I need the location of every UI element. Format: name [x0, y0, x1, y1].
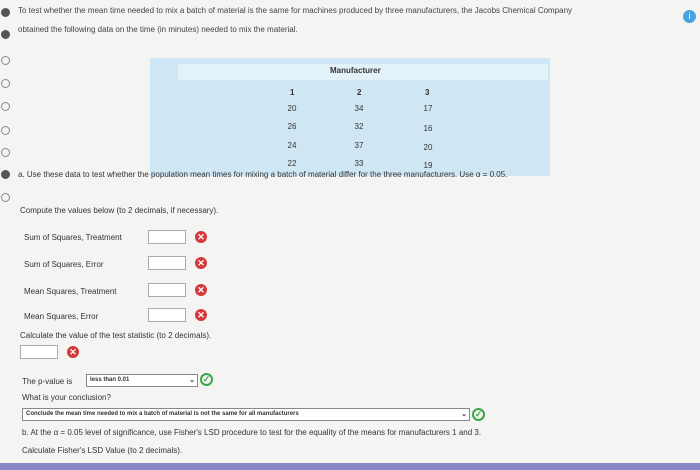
info-icon[interactable]: i	[683, 10, 696, 23]
conclusion-selected: Conclude the mean time needed to mix a batch of material is not the same for all manufacturers	[26, 411, 299, 417]
table-cell: 20	[287, 104, 297, 113]
x-circle-icon: ✕	[195, 284, 207, 296]
ms-treatment-input[interactable]	[148, 283, 186, 297]
table-cell: 34	[354, 104, 364, 113]
table-cell: 37	[354, 141, 364, 150]
part-b-prompt: b. At the α = 0.05 level of significance, use Fisher's LSD procedure to test for the equality of the means for manufacturers 1 and 3.	[22, 428, 482, 437]
column-header: 3	[425, 88, 430, 97]
bottom-toolbar	[0, 463, 700, 470]
table-cell: 33	[354, 159, 364, 168]
field-label: Sum of Squares, Treatment	[24, 233, 122, 242]
nav-dot[interactable]	[1, 193, 10, 202]
test-stat-label: Calculate the value of the test statistic (to 2 decimals).	[20, 331, 212, 340]
ms-error-input[interactable]	[148, 308, 186, 322]
x-circle-icon: ✕	[67, 346, 79, 358]
table-title: Manufacturer	[330, 66, 381, 75]
pvalue-select[interactable]	[86, 374, 198, 387]
pvalue-selected: less than 0.01	[90, 377, 130, 383]
pvalue-label: The p-value is	[22, 377, 73, 386]
table-cell: 24	[287, 141, 297, 150]
table-cell: 32	[354, 122, 364, 131]
field-label: Mean Squares, Treatment	[24, 287, 117, 296]
nav-dot[interactable]	[1, 102, 10, 111]
table-cell: 26	[287, 122, 297, 131]
table-cell: 20	[423, 143, 433, 152]
table-cell: 22	[287, 159, 297, 168]
nav-dot[interactable]	[1, 79, 10, 88]
lsd-label: Calculate Fisher's LSD Value (to 2 decimals).	[22, 446, 183, 455]
conclusion-question: What is your conclusion?	[22, 393, 111, 402]
check-circle-icon: ✓	[200, 373, 213, 386]
field-label: Sum of Squares, Error	[24, 260, 104, 269]
ss-treatment-input[interactable]	[148, 230, 186, 244]
question-nav-rail	[0, 0, 14, 470]
nav-dot[interactable]	[1, 148, 10, 157]
x-circle-icon: ✕	[195, 257, 207, 269]
conclusion-select[interactable]	[22, 408, 470, 421]
compute-instruction: Compute the values below (to 2 decimals, if necessary).	[20, 206, 219, 215]
chevron-down-icon: ⌄	[189, 377, 195, 384]
nav-dot[interactable]	[1, 30, 10, 39]
nav-dot[interactable]	[1, 8, 10, 17]
ss-error-input[interactable]	[148, 256, 186, 270]
x-circle-icon: ✕	[195, 231, 207, 243]
problem-intro	[18, 4, 688, 36]
field-label: Mean Squares, Error	[24, 312, 99, 321]
chevron-down-icon: ⌄	[461, 411, 467, 418]
nav-dot[interactable]	[1, 56, 10, 65]
nav-dot[interactable]	[1, 170, 10, 179]
part-a-prompt: a. Use these data to test whether the population mean times for mixing a batch of material differ for the three manufacturers. Use α = 0.05.	[18, 170, 508, 179]
x-circle-icon: ✕	[195, 309, 207, 321]
table-cell: 17	[423, 104, 433, 113]
table-cell: 16	[423, 124, 433, 133]
column-header: 2	[357, 88, 362, 97]
nav-dot[interactable]	[1, 126, 10, 135]
column-header: 1	[290, 88, 295, 97]
intro-line-2: obtained the following data on the time (in minutes) needed to mix the material.	[18, 25, 298, 34]
test-statistic-input[interactable]	[20, 345, 58, 359]
check-circle-icon: ✓	[472, 408, 485, 421]
intro-line-1: To test whether the mean time needed to mix a batch of material is the same for machines produced by three manufacturers, the Jacobs Chemical Company	[18, 6, 573, 15]
table-cell: 19	[423, 161, 433, 170]
